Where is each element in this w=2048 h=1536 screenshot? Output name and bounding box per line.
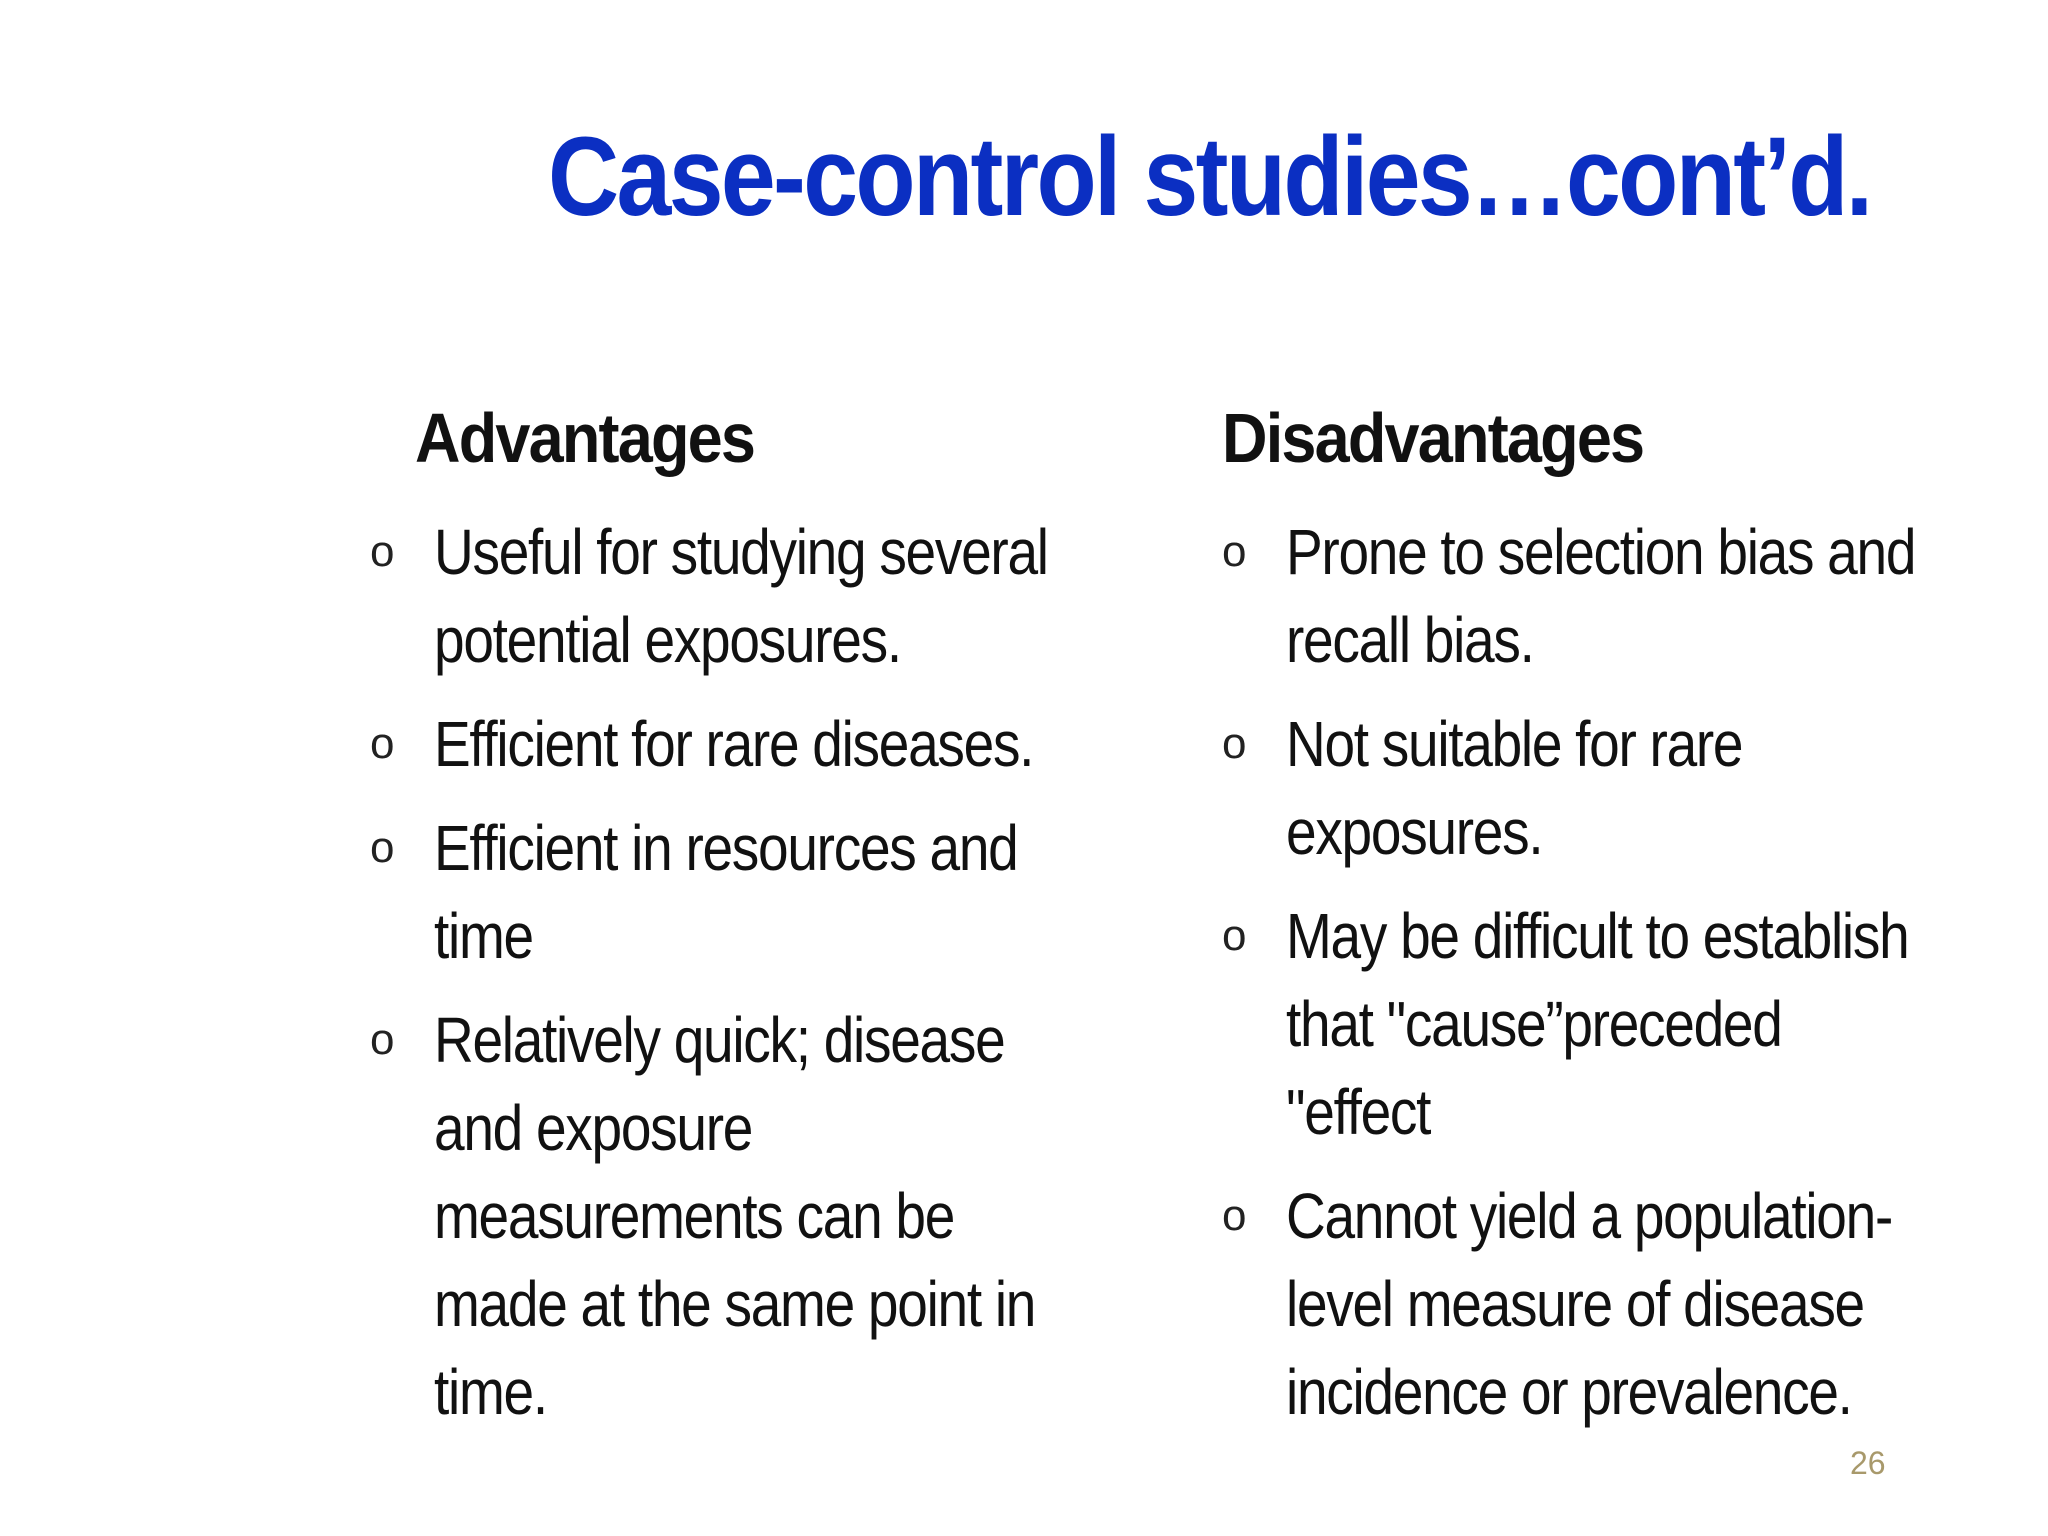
circle-bullet-icon: o	[370, 823, 395, 872]
disadvantages-list	[1222, 508, 2022, 1436]
advantage-text: Useful for studying several potential exposures.	[434, 516, 1048, 676]
disadvantages-column	[1222, 398, 2022, 1452]
list-item	[370, 700, 1170, 788]
advantages-list	[370, 508, 1170, 1436]
list-item	[1222, 700, 2022, 876]
circle-bullet-icon: o	[1222, 1191, 1247, 1240]
circle-bullet-icon: o	[1222, 527, 1247, 576]
page-number: 26	[1850, 1445, 1886, 1481]
disadvantage-text: Cannot yield a population-level measure of disease incidence or prevalence.	[1286, 1180, 1892, 1428]
disadvantage-text: Not suitable for rare exposures.	[1286, 708, 1743, 868]
circle-bullet-icon: o	[1222, 911, 1247, 960]
list-item	[370, 804, 1170, 980]
disadvantages-heading: Disadvantages	[1222, 399, 1644, 477]
circle-bullet-icon: o	[370, 719, 395, 768]
advantage-text: Efficient in resources and time	[434, 812, 1018, 972]
list-item	[370, 508, 1170, 684]
circle-bullet-icon: o	[1222, 719, 1247, 768]
list-item	[370, 996, 1170, 1436]
advantages-column	[370, 398, 1170, 1452]
list-item	[1222, 1172, 2022, 1436]
slide-title: Case-control studies…cont’d.	[548, 114, 1871, 239]
disadvantage-text: Prone to selection bias and recall bias.	[1286, 516, 1916, 676]
disadvantage-text: May be difficult to establish that "cause”preceded "effect	[1286, 900, 1909, 1148]
advantage-text: Efficient for rare diseases.	[434, 708, 1034, 780]
list-item	[1222, 508, 2022, 684]
list-item	[1222, 892, 2022, 1156]
advantage-text: Relatively quick; disease and exposure measurements can be made at the same point in time.	[434, 1004, 1036, 1428]
circle-bullet-icon: o	[370, 527, 395, 576]
circle-bullet-icon: o	[370, 1015, 395, 1064]
advantages-heading: Advantages	[415, 399, 755, 477]
